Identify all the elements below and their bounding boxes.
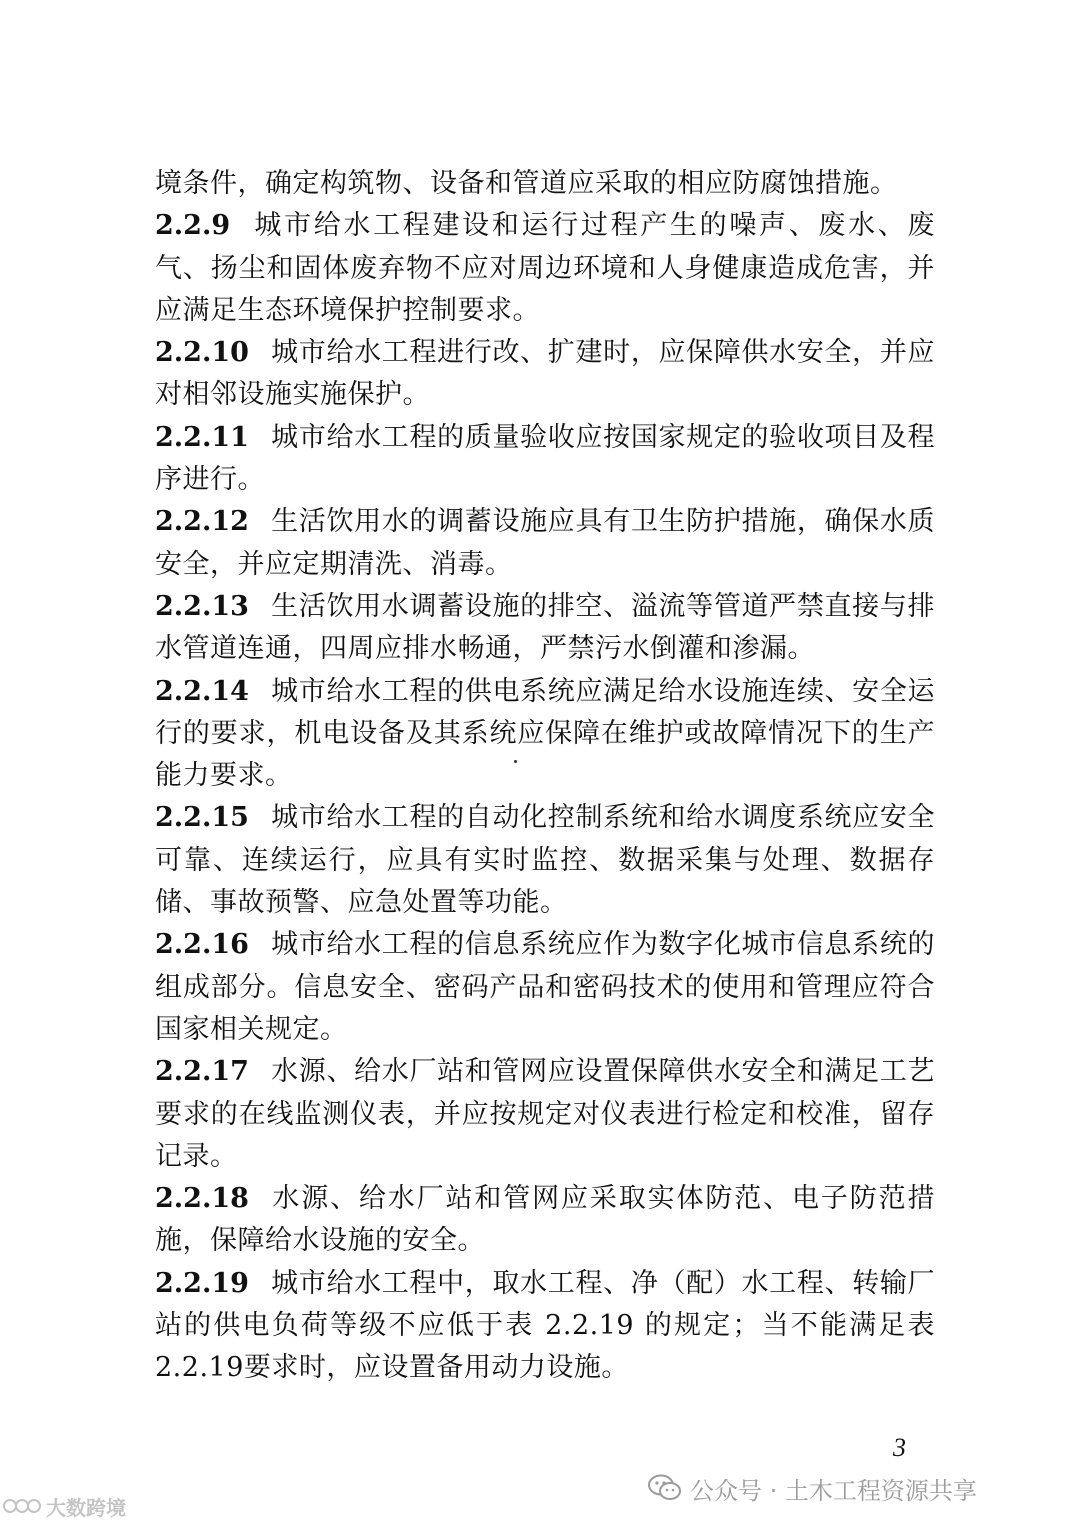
clause-2-2-16 [155, 924, 935, 1051]
clause-2-2-13 [155, 586, 935, 671]
clause-number: 2.2.18 [155, 1183, 249, 1215]
clause-number: 2.2.9 [155, 210, 231, 242]
clause-2-2-19 [155, 1263, 935, 1390]
clause-number: 2.2.12 [155, 506, 249, 538]
clause-text-block [155, 163, 935, 1390]
brand-logo-icon [2, 1495, 42, 1517]
clause-2-2-12 [155, 501, 935, 586]
clause-text: 城市给水工程的自动化控制系统和给水调度系统应安全可靠、连续运行，应具有实时监控、数据采集与处理、数据存储、事故预警、应急处置等功能。 [155, 802, 935, 919]
clause-2-2-10 [155, 332, 935, 417]
clause-number: 2.2.16 [155, 929, 249, 961]
wechat-watermark [648, 1468, 977, 1508]
clause-number: 2.2.14 [155, 675, 249, 707]
clause-text: 城市给水工程进行改、扩建时，应保障供水安全，并应对相邻设施实施保护。 [155, 337, 935, 411]
scan-speck [514, 760, 517, 763]
page-number: 3 [893, 1433, 906, 1462]
clause-2-2-15 [155, 797, 935, 924]
clause-text: 水源、给水厂站和管网应采取实体防范、电子防范措施，保障给水设施的安全。 [155, 1183, 935, 1257]
clause-number: 2.2.15 [155, 802, 249, 834]
clause-number: 2.2.13 [155, 590, 249, 622]
brand-watermark-text: 大数跨境 [46, 1495, 126, 1520]
clause-2-2-18 [155, 1178, 935, 1263]
clause-text: 城市给水工程中，取水工程、净（配）水工程、转输厂站的供电负荷等级不应低于表 2.2.19 的规定；当不能满足表 2.2.19要求时，应设置备用动力设施。 [155, 1267, 935, 1384]
clause-text: 生活饮用水调蓄设施的排空、溢流等管道严禁直接与排水管道连通，四周应排水畅通，严禁污水倒灌和渗漏。 [155, 590, 935, 665]
paragraph-continuation [155, 163, 935, 205]
clause-text: 水源、给水厂站和管网应设置保障供水安全和满足工艺要求的在线监测仪表，并应按规定对仪表进行检定和校准，留存记录。 [155, 1056, 935, 1172]
clause-2-2-9 [155, 205, 935, 332]
brand-watermark [2, 1492, 126, 1520]
clause-text: 城市给水工程建设和运行过程产生的噪声、废水、废气、扬尘和固体废弃物不应对周边环境和人身健康造成危害，并应满足生态环境保护控制要求。 [155, 210, 935, 326]
wechat-icon [648, 1474, 682, 1502]
clause-text: 城市给水工程的信息系统应作为数字化城市信息系统的组成部分。信息安全、密码产品和密码技术的使用和管理应符合国家相关规定。 [155, 929, 935, 1045]
paragraph-text: 境条件，确定构筑物、设备和管道应采取的相应防腐蚀措施。 [155, 168, 898, 199]
clause-text: 生活饮用水的调蓄设施应具有卫生防护措施，确保水质安全，并应定期清洗、消毒。 [155, 506, 935, 580]
clause-2-2-17 [155, 1051, 935, 1178]
clause-2-2-11 [155, 417, 935, 502]
clause-number: 2.2.11 [155, 421, 249, 453]
clause-number: 2.2.17 [155, 1056, 249, 1088]
wechat-watermark-text: 公众号 · 土木工程资源共享 [690, 1476, 977, 1505]
clause-2-2-14 [155, 671, 935, 798]
clause-number: 2.2.19 [155, 1267, 249, 1299]
clause-text: 城市给水工程的质量验收应按国家规定的验收项目及程序进行。 [155, 421, 935, 496]
clause-text: 城市给水工程的供电系统应满足给水设施连续、安全运行的要求，机电设备及其系统应保障在维护或故障情况下的生产能力要求。 [155, 675, 935, 792]
clause-number: 2.2.10 [155, 337, 249, 369]
